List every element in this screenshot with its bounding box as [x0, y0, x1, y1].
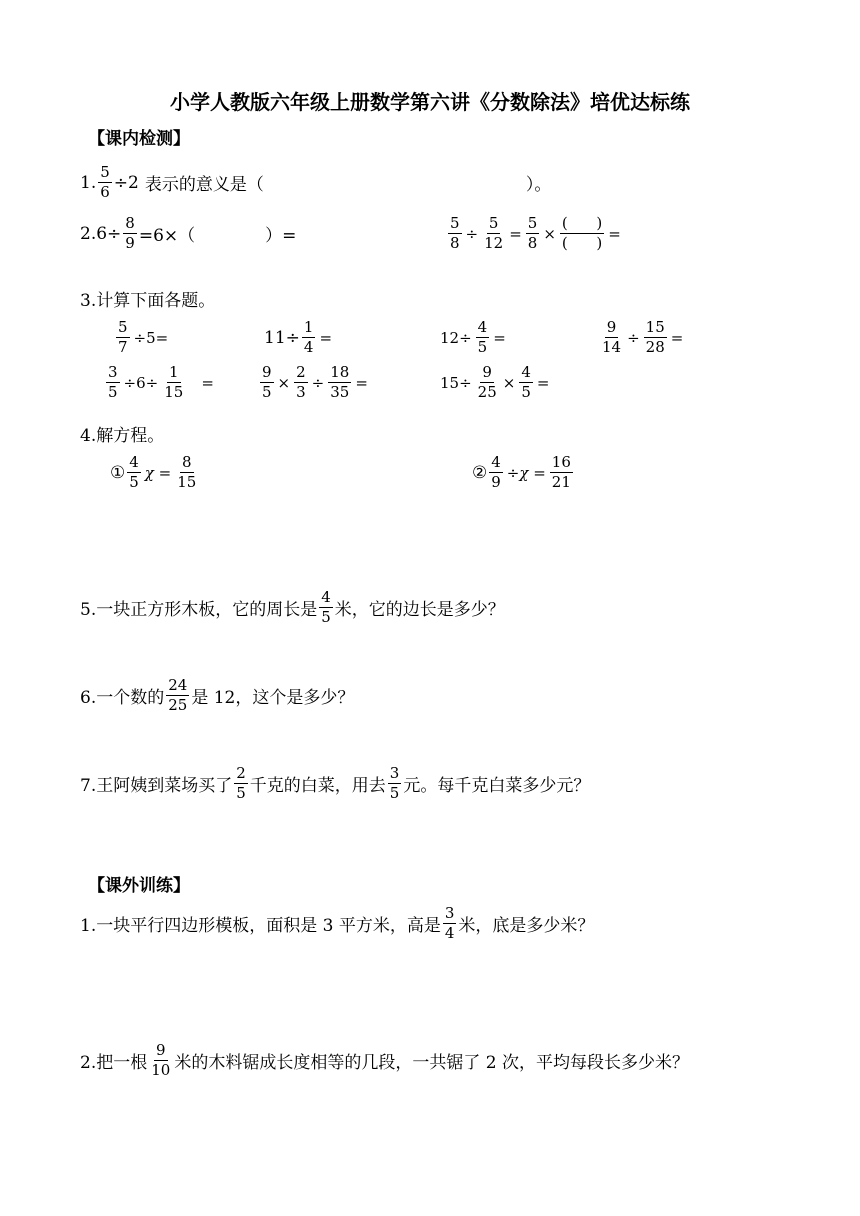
question-1 [80, 165, 551, 200]
denominator: 15 [164, 383, 184, 401]
fraction [260, 365, 274, 400]
question-7 [80, 766, 590, 801]
question-text: 1.一块平行四边形模板，面积是 3 平方米，高是 [80, 916, 441, 936]
fraction [448, 216, 462, 251]
fraction [476, 365, 499, 400]
denominator: 8 [527, 234, 538, 252]
blank-fraction[interactable] [560, 216, 604, 251]
question-number: 1. [80, 172, 97, 193]
numerator: 24 [168, 676, 188, 694]
question-number: 2. [80, 223, 97, 244]
numerator: 5 [488, 214, 499, 232]
fraction [98, 165, 112, 200]
denominator: 3 [296, 383, 306, 401]
fraction [302, 320, 316, 355]
numerator: 4 [521, 363, 531, 381]
question-4-label: 4.解方程。 [80, 426, 165, 446]
operator: × [502, 373, 516, 392]
denominator: 5 [321, 608, 331, 626]
calc-item [258, 365, 370, 400]
calc-item [114, 320, 170, 355]
denominator: 5 [521, 383, 531, 401]
numerator: 18 [330, 363, 350, 381]
fraction [600, 320, 623, 355]
question-text: 是 12，这个是多少？ [191, 688, 355, 708]
numerator: 9 [606, 318, 617, 336]
denominator: 6 [100, 183, 110, 201]
question-text: 6.一个数的 [80, 688, 165, 708]
calc-item [264, 320, 334, 355]
section-out-class: 【课外训练】 [88, 876, 190, 896]
denominator: 28 [645, 338, 665, 356]
denominator: 15 [177, 473, 197, 491]
fraction [294, 365, 308, 400]
numerator: 8 [182, 453, 192, 471]
question-3-label: 3.计算下面各题。 [80, 291, 216, 311]
equation-1 [110, 455, 200, 490]
fraction [388, 766, 402, 801]
fraction [127, 455, 141, 490]
extra-question-2 [80, 1043, 689, 1078]
question-end: ）。 [525, 175, 552, 195]
calc-item [598, 320, 685, 355]
fraction [489, 455, 503, 490]
denominator: 5 [236, 784, 246, 802]
question-5 [80, 590, 505, 625]
question-text: 米的木料锯成长度相等的几段，一共锯了 2 次，平均每段长多少米？ [174, 1053, 689, 1073]
equation-mark: ① [110, 462, 126, 483]
expression-lead: 12÷ [440, 328, 472, 347]
denominator: 9 [125, 234, 135, 252]
fraction [443, 906, 457, 941]
denominator: 5 [477, 338, 488, 356]
denominator: 12 [484, 234, 504, 252]
calc-item [438, 320, 508, 355]
denominator: 25 [477, 383, 497, 401]
fraction [519, 365, 533, 400]
question-text: 7.王阿姨到菜场买了 [80, 776, 233, 796]
fraction [328, 365, 351, 400]
fraction [149, 1043, 172, 1078]
expression-tail: = [493, 328, 506, 347]
expression-equals: =6×（ [138, 226, 196, 246]
numerator: 3 [108, 363, 118, 381]
operator-text: ÷2 [113, 172, 139, 193]
question-2b [446, 216, 623, 251]
equation-variable: ÷χ = [506, 463, 546, 482]
denominator: 21 [551, 473, 571, 491]
numerator: 1 [169, 363, 179, 381]
operator: ÷ [465, 224, 479, 243]
numerator: 1 [303, 318, 314, 336]
calc-item [438, 365, 551, 400]
numerator: 5 [450, 214, 460, 232]
section-in-class: 【课内检测】 [88, 129, 190, 149]
calc-item [104, 365, 216, 400]
page-title: 小学人教版六年级上册数学第六讲《分数除法》培优达标练 [170, 90, 690, 114]
denominator: 5 [389, 784, 400, 802]
numerator: 4 [129, 453, 139, 471]
numerator: 16 [551, 453, 571, 471]
fraction [175, 455, 198, 490]
fraction [550, 455, 573, 490]
numerator: 3 [444, 904, 455, 922]
expression-tail: = [355, 373, 368, 392]
fraction [482, 216, 505, 251]
denominator: 7 [118, 338, 128, 356]
question-text: 元。每千克白菜多少元？ [403, 776, 591, 796]
question-6 [80, 678, 354, 713]
denominator: 35 [330, 383, 350, 401]
denominator: 4 [444, 924, 455, 942]
denominator: 4 [303, 338, 314, 356]
denominator: 5 [262, 383, 272, 401]
fraction [644, 320, 667, 355]
fraction [526, 216, 540, 251]
equation-2 [472, 455, 575, 490]
fraction [116, 320, 130, 355]
denominator: 25 [168, 696, 188, 714]
denominator-blank[interactable]: ( ) [561, 234, 603, 252]
denominator: 10 [151, 1061, 171, 1079]
numerator: 2 [296, 363, 306, 381]
question-2a [80, 216, 296, 251]
operator: × [543, 224, 556, 243]
fraction [234, 766, 248, 801]
expression-lead: 6÷ [96, 223, 122, 244]
fraction [166, 678, 189, 713]
denominator: 14 [602, 338, 622, 356]
numerator: 4 [321, 588, 331, 606]
expression-lead: 11÷ [264, 327, 300, 348]
question-text: 千克的白菜，用去 [249, 776, 386, 796]
numerator: 9 [482, 363, 492, 381]
question-text: 2.把一根 [80, 1053, 148, 1073]
fraction [123, 216, 137, 251]
question-text: 米，它的边长是多少？ [334, 600, 505, 620]
numerator: 5 [118, 318, 128, 336]
extra-question-1 [80, 906, 594, 941]
expression-mid: ÷6÷ [123, 373, 159, 392]
numerator: 2 [236, 764, 246, 782]
expression-tail: = [319, 328, 333, 347]
operator: = [509, 224, 522, 243]
question-text: 表示的意义是（ [144, 175, 264, 195]
equation-variable: χ = [144, 463, 172, 482]
fraction [476, 320, 490, 355]
numerator: 5 [527, 214, 538, 232]
fraction [106, 365, 120, 400]
numerator: 4 [491, 453, 501, 471]
fraction [162, 365, 185, 400]
question-text: 米，底是多少米？ [458, 916, 595, 936]
question-text: 5.一块正方形木板，它的周长是 [80, 600, 318, 620]
expression-tail: = [536, 373, 550, 392]
expression-lead: 15÷ [440, 373, 472, 392]
expression-end: ）= [265, 226, 297, 246]
numerator: 4 [477, 318, 488, 336]
denominator: 5 [108, 383, 118, 401]
denominator: 5 [129, 473, 139, 491]
numerator-blank[interactable]: ( ) [561, 214, 603, 232]
equation-mark: ② [472, 462, 488, 483]
numerator: 8 [125, 214, 135, 232]
expression-tail: ÷5= [133, 328, 169, 347]
numerator: 3 [389, 764, 400, 782]
numerator: 5 [100, 163, 110, 181]
numerator: 15 [645, 318, 665, 336]
operator: ÷ [311, 373, 325, 392]
expression-tail: = [670, 328, 684, 347]
expression-tail: = [201, 373, 214, 392]
fraction [319, 590, 333, 625]
numerator: 9 [262, 363, 272, 381]
operator: × [277, 373, 291, 392]
operator: ÷ [627, 328, 640, 347]
denominator: 8 [450, 234, 460, 252]
numerator: 9 [156, 1041, 166, 1059]
operator: = [608, 224, 621, 243]
denominator: 9 [491, 473, 501, 491]
